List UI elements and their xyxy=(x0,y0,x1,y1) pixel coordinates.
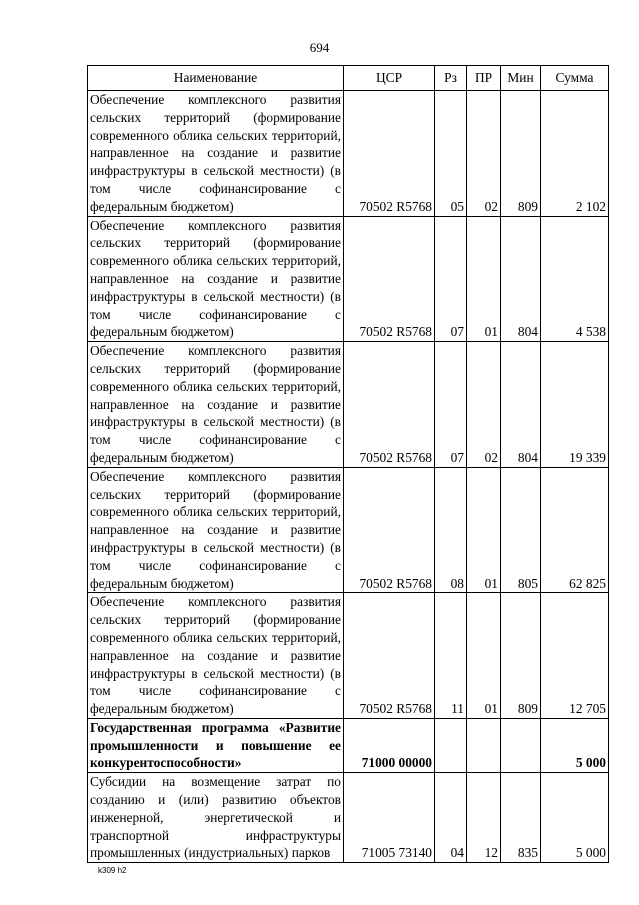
table-row xyxy=(88,593,609,719)
header-csr: ЦСР xyxy=(344,66,435,91)
row-name: Обеспечение комплексного развития сельских территорий (формирование современного облика сельских территорий, направленное на создание и развитие инфраструктуры в сельской местности) (в том числе софинансирование с федеральным бюджетом) xyxy=(88,467,344,593)
row-pr: 12 xyxy=(467,773,501,863)
row-min: 809 xyxy=(501,91,541,217)
header-sum: Сумма xyxy=(541,66,609,91)
row-sum: 5 000 xyxy=(541,773,609,863)
row-name: Обеспечение комплексного развития сельских территорий (формирование современного облика сельских территорий, направленное на создание и развитие инфраструктуры в сельской местности) (в том числе софинансирование с федеральным бюджетом) xyxy=(88,91,344,217)
row-rz: 08 xyxy=(435,467,467,593)
row-sum: 2 102 xyxy=(541,91,609,217)
row-sum: 4 538 xyxy=(541,216,609,342)
row-csr: 70502 R5768 xyxy=(344,467,435,593)
row-rz: 11 xyxy=(435,593,467,719)
row-sum: 19 339 xyxy=(541,342,609,468)
budget-table xyxy=(87,65,609,863)
row-pr: 01 xyxy=(467,216,501,342)
row-min: 835 xyxy=(501,773,541,863)
table-row xyxy=(88,773,609,863)
row-rz: 05 xyxy=(435,91,467,217)
row-csr: 70502 R5768 xyxy=(344,342,435,468)
row-csr: 71000 00000 xyxy=(344,718,435,772)
row-rz: 07 xyxy=(435,342,467,468)
footer-code: k309 h2 xyxy=(98,866,127,875)
row-sum: 5 000 xyxy=(541,718,609,772)
row-sum: 12 705 xyxy=(541,593,609,719)
table-row xyxy=(88,91,609,217)
row-rz: 04 xyxy=(435,773,467,863)
row-csr: 70502 R5768 xyxy=(344,91,435,217)
table-row-program xyxy=(88,718,609,772)
row-pr: 01 xyxy=(467,593,501,719)
row-min: 809 xyxy=(501,593,541,719)
row-pr: 02 xyxy=(467,91,501,217)
row-min: 804 xyxy=(501,342,541,468)
row-rz xyxy=(435,718,467,772)
header-min: Мин xyxy=(501,66,541,91)
header-name: Наименование xyxy=(88,66,344,91)
header-rz: Рз xyxy=(435,66,467,91)
row-name: Обеспечение комплексного развития сельских территорий (формирование современного облика сельских территорий, направленное на создание и развитие инфраструктуры в сельской местности) (в том числе софинансирование с федеральным бюджетом) xyxy=(88,216,344,342)
table-row xyxy=(88,342,609,468)
row-min: 804 xyxy=(501,216,541,342)
row-sum: 62 825 xyxy=(541,467,609,593)
table-row xyxy=(88,467,609,593)
row-min xyxy=(501,718,541,772)
row-csr: 70502 R5768 xyxy=(344,216,435,342)
row-csr: 70502 R5768 xyxy=(344,593,435,719)
table-header-row xyxy=(88,66,609,91)
row-csr: 71005 73140 xyxy=(344,773,435,863)
row-pr: 01 xyxy=(467,467,501,593)
row-pr xyxy=(467,718,501,772)
row-name: Обеспечение комплексного развития сельских территорий (формирование современного облика сельских территорий, направленное на создание и развитие инфраструктуры в сельской местности) (в том числе софинансирование с федеральным бюджетом) xyxy=(88,342,344,468)
row-name: Обеспечение комплексного развития сельских территорий (формирование современного облика сельских территорий, направленное на создание и развитие инфраструктуры в сельской местности) (в том числе софинансирование с федеральным бюджетом) xyxy=(88,593,344,719)
page-number: 694 xyxy=(309,40,330,55)
row-rz: 07 xyxy=(435,216,467,342)
row-name: Государственная программа «Развитие промышленности и повышение ее конкурентоспособности» xyxy=(88,718,344,772)
table-row xyxy=(88,216,609,342)
row-pr: 02 xyxy=(467,342,501,468)
header-pr: ПР xyxy=(467,66,501,91)
row-min: 805 xyxy=(501,467,541,593)
row-name: Субсидии на возмещение затрат по созданию и (или) развитию объектов инженерной, энергетической и транспортной инфраструктуры промышленных (индустриальных) парков xyxy=(88,773,344,863)
